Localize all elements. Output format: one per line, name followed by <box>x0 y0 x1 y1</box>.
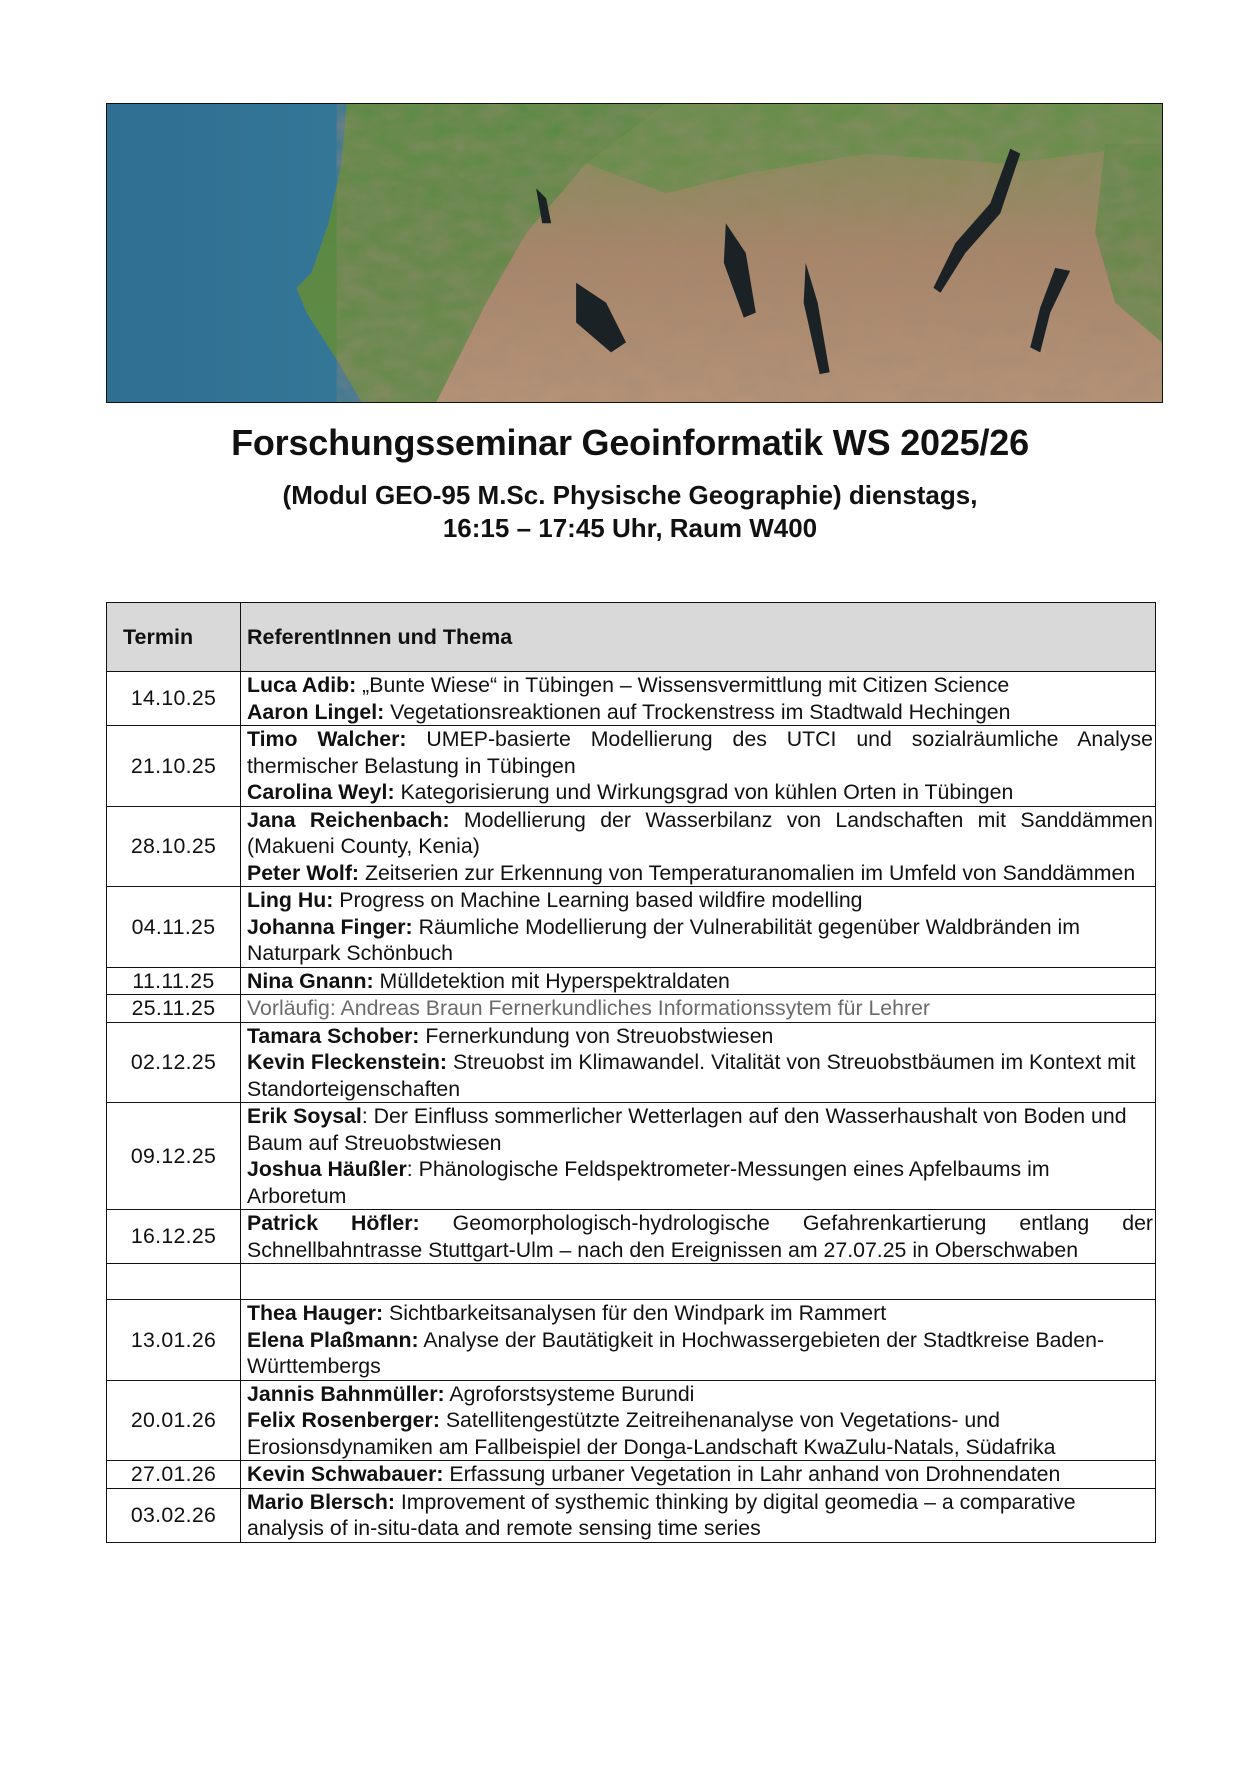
row-speakers-topics <box>241 1461 1156 1489</box>
column-header-termin: Termin <box>107 603 241 672</box>
talk-entry <box>247 726 1153 779</box>
talk-entry <box>247 779 1153 806</box>
talk-topic: : Phänologische Feldspektrometer-Messungen eines Apfelbaums im Arboretum <box>247 1157 1050 1208</box>
table-row <box>107 995 1156 1023</box>
talk-entry <box>247 1103 1153 1156</box>
speaker-name: Mario Blersch: <box>247 1489 395 1514</box>
speaker-name: Patrick Höfler: <box>247 1211 420 1235</box>
terrain-texture <box>337 104 1162 402</box>
row-speakers-topics <box>241 995 1156 1023</box>
row-speakers-topics <box>241 726 1156 807</box>
speaker-name: Kevin Fleckenstein: <box>247 1050 448 1074</box>
row-speakers-topics <box>241 672 1156 726</box>
row-date: 16.12.25 <box>107 1210 241 1264</box>
talk-entry <box>247 1023 1153 1050</box>
talk-topic: Räumliche Modellierung der Vulnerabilität gegenüber Waldbränden im Naturpark Schönbuch <box>247 914 1080 965</box>
talk-topic: Sichtbarkeitsanalysen für den Windpark im Rammert <box>383 1301 887 1325</box>
speaker-name: Elena Plaßmann: <box>247 1327 419 1352</box>
row-date: 27.01.26 <box>107 1461 241 1489</box>
table-row <box>107 1380 1156 1461</box>
talk-entry <box>247 968 1153 995</box>
speaker-name: Johanna Finger: <box>247 914 413 939</box>
talk-topic: Streuobst im Klimawandel. Vitalität von Streuobstbäumen im Kontext mit Standorteigenschaften <box>247 1050 1136 1101</box>
talk-entry <box>247 1489 1153 1542</box>
row-speakers-topics <box>241 1488 1156 1542</box>
row-date: 20.01.26 <box>107 1380 241 1461</box>
talk-topic: Modellierung der Wasserbilanz von Landschaften mit Sanddämmen (Makueni County, Kenia) <box>247 807 1153 858</box>
table-header-row <box>107 603 1156 672</box>
row-date: 13.01.26 <box>107 1300 241 1381</box>
speaker-name: Nina Gnann: <box>247 968 374 993</box>
talk-topic: Erfassung urbaner Vegetation in Lahr anhand von Drohnendaten <box>443 1462 1061 1486</box>
talk-topic: Satellitengestützte Zeitreihenanalyse von Vegetations- und Erosionsdynamiken am Fallbeispiel der Donga-Landschaft KwaZulu-Natals, Südafrika <box>247 1408 1056 1459</box>
talk-topic: Kategorisierung und Wirkungsgrad von kühlen Orten in Tübingen <box>394 780 1014 804</box>
speaker-name: Luca Adib: <box>247 673 357 697</box>
schedule-body <box>107 672 1156 1543</box>
talk-topic: Agroforstsysteme Burundi <box>444 1381 695 1406</box>
speaker-name: Kevin Schwabauer: <box>247 1462 444 1486</box>
speaker-name: Peter Wolf: <box>247 860 360 885</box>
subtitle-module: (Modul GEO-95 M.Sc. Physische Geographie) dienstags, <box>282 480 978 510</box>
speaker-name: Jannis Bahnmüller: <box>247 1381 445 1406</box>
table-row <box>107 967 1156 995</box>
table-row <box>107 1103 1156 1210</box>
talk-entry <box>247 1049 1153 1102</box>
speaker-name: Jana Reichenbach: <box>247 807 450 832</box>
talk-entry <box>247 1300 1153 1327</box>
talk-topic: Fernerkundung von Streuobstwiesen <box>419 1023 774 1048</box>
table-row <box>107 806 1156 887</box>
talk-entry <box>247 1407 1153 1460</box>
talk-topic: : Der Einfluss sommerlicher Wetterlagen auf den Wasserhaushalt von Boden und Baum auf Streuobstwiesen <box>247 1104 1127 1155</box>
talk-entry <box>247 887 1153 914</box>
speaker-name: Joshua Häußler <box>247 1157 407 1181</box>
row-date: 25.11.25 <box>107 995 241 1023</box>
row-speakers-topics <box>241 1380 1156 1461</box>
speaker-name: Timo Walcher: <box>247 727 407 751</box>
talk-topic: Zeitserien zur Erkennung von Temperaturanomalien im Umfeld von Sanddämmen <box>359 860 1136 885</box>
talk-entry <box>247 1156 1153 1209</box>
table-row <box>107 672 1156 726</box>
schedule-table <box>106 602 1156 1543</box>
row-date: 28.10.25 <box>107 806 241 887</box>
talk-entry <box>247 672 1153 699</box>
talk-entry <box>247 1461 1153 1488</box>
talk-topic: Progress on Machine Learning based wildfire modelling <box>333 888 863 912</box>
row-speakers-topics <box>241 967 1156 995</box>
talk-entry <box>247 860 1153 887</box>
talk-entry <box>247 1327 1153 1380</box>
row-date: 03.02.26 <box>107 1488 241 1542</box>
satellite-image-graphic <box>107 104 1162 402</box>
row-date: 04.11.25 <box>107 887 241 968</box>
row-speakers-topics <box>241 806 1156 887</box>
page-title: Forschungsseminar Geoinformatik WS 2025/26 <box>231 422 1029 463</box>
table-row <box>107 726 1156 807</box>
row-speakers-topics <box>241 887 1156 968</box>
table-row <box>107 1210 1156 1264</box>
subtitle-time-room: 16:15 – 17:45 Uhr, Raum W400 <box>442 513 818 543</box>
table-row <box>107 1264 1156 1300</box>
table-row <box>107 1300 1156 1381</box>
row-date: 21.10.25 <box>107 726 241 807</box>
speaker-name: Ling Hu: <box>247 888 334 912</box>
table-row <box>107 887 1156 968</box>
table-row <box>107 1488 1156 1542</box>
row-speakers-topics <box>241 1264 1156 1300</box>
talk-topic: Vorläufig: Andreas Braun Fernerkundliches Informationssytem für Lehrer <box>247 996 931 1020</box>
talk-topic: Vegetationsreaktionen auf Trockenstress im Stadtwald Hechingen <box>384 699 1011 724</box>
speaker-name: Aaron Lingel: <box>247 699 385 724</box>
talk-topic: „Bunte Wiese“ in Tübingen – Wissensvermittlung mit Citizen Science <box>356 673 1010 697</box>
talk-topic: Geomorphologisch-hydrologische Gefahrenkartierung entlang der Schnellbahntrasse Stuttgart-Ulm – nach den Ereignissen am 27.07.25 in Oberschwaben <box>247 1211 1154 1262</box>
speaker-name: Tamara Schober: <box>247 1023 420 1048</box>
talk-entry <box>247 914 1153 967</box>
row-date: 14.10.25 <box>107 672 241 726</box>
talk-topic: UMEP-basierte Modellierung des UTCI und sozialräumliche Analyse thermischer Belastung in Tübingen <box>247 727 1153 778</box>
row-date: 11.11.25 <box>107 967 241 995</box>
speaker-name: Felix Rosenberger: <box>247 1408 440 1432</box>
column-header-referentinnen: ReferentInnen und Thema <box>241 603 1156 672</box>
talk-entry <box>247 807 1153 860</box>
talk-entry <box>247 699 1153 726</box>
row-speakers-topics <box>241 1022 1156 1103</box>
talk-entry <box>247 1381 1153 1408</box>
talk-topic: Improvement of systhemic thinking by digital geomedia – a comparative analysis of in-situ-data and remote sensing time series <box>247 1489 1076 1540</box>
row-speakers-topics <box>241 1103 1156 1210</box>
row-speakers-topics <box>241 1300 1156 1381</box>
talk-topic: Analyse der Bautätigkeit in Hochwassergebieten der Stadtkreise Baden-Württembergs <box>247 1327 1105 1378</box>
satellite-banner-image <box>106 103 1163 403</box>
row-date: 02.12.25 <box>107 1022 241 1103</box>
speaker-name: Erik Soysal <box>247 1104 362 1128</box>
talk-entry <box>247 1210 1153 1263</box>
talk-topic: Mülldetektion mit Hyperspektraldaten <box>373 968 730 993</box>
speaker-name: Thea Hauger: <box>247 1301 384 1325</box>
tentative-entry <box>247 995 1153 1022</box>
row-date: 09.12.25 <box>107 1103 241 1210</box>
speaker-name: Carolina Weyl: <box>247 780 395 804</box>
table-row <box>107 1461 1156 1489</box>
row-speakers-topics <box>241 1210 1156 1264</box>
row-date <box>107 1264 241 1300</box>
table-row <box>107 1022 1156 1103</box>
